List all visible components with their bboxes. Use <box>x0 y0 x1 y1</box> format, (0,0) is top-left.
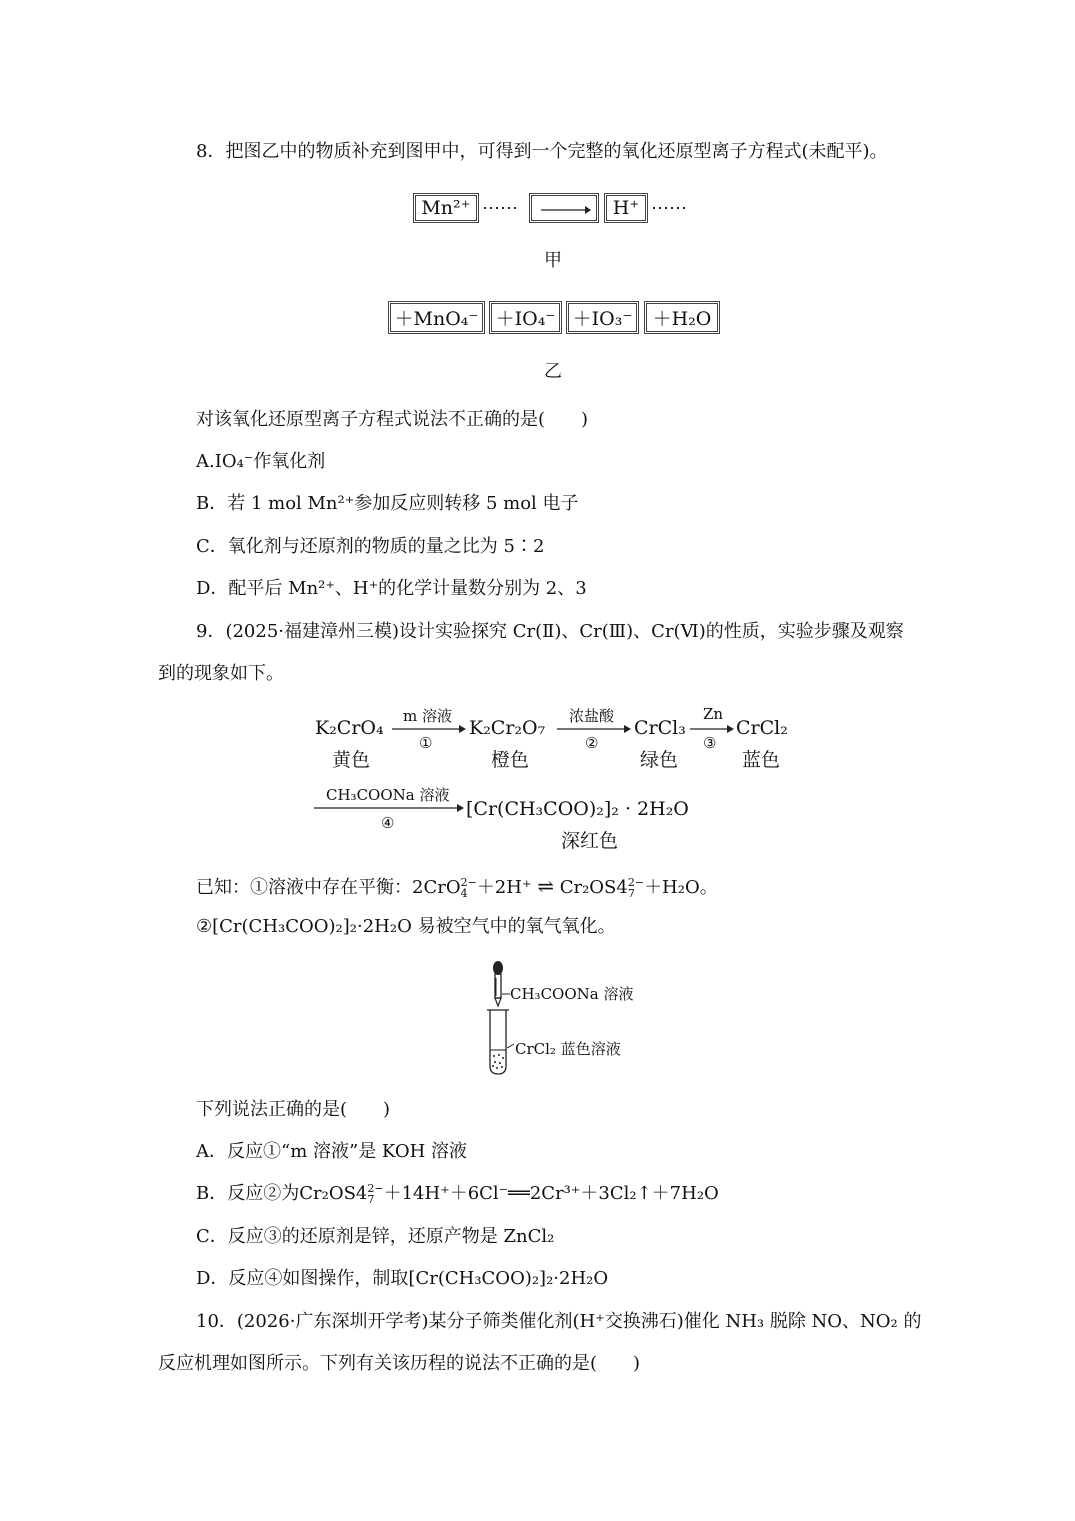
scheme-product: [Cr(CH₃COO)₂]₂ · 2H₂O <box>466 798 689 820</box>
arrow4-step: ④ <box>381 814 395 832</box>
arrow-icon <box>541 205 591 215</box>
scheme-k2cr2o7: K₂Cr₂O₇ <box>469 717 546 739</box>
q8-stem: 8．把图乙中的物质补充到图甲中，可得到一个完整的氧化还原型离子方程式(未配平)。 <box>196 141 888 162</box>
scheme-color-yellow: 黄色 <box>332 749 371 771</box>
q9-option-c: C．反应③的还原剂是锌，还原产物是 ZnCl₂ <box>196 1226 555 1247</box>
arrow4-reagent: CH₃COONa 溶液 <box>326 786 450 804</box>
scheme-crcl3: CrCl₃ <box>634 717 686 739</box>
reaction-arrow-2 <box>557 724 631 734</box>
arrow1-reagent: m 溶液 <box>403 707 452 725</box>
yi-box-io3: ＋IO₃⁻ <box>566 301 639 334</box>
equilibrium-arrow-icon: ⇌ <box>537 874 554 898</box>
arrow1-step: ① <box>419 734 433 752</box>
scheme-crcl2: CrCl₂ <box>736 717 788 739</box>
arrow2-reagent: 浓盐酸 <box>569 707 615 725</box>
jia-dots-2: ⋯⋯ <box>651 198 687 219</box>
q9-stem-line2: 到的现象如下。 <box>158 663 284 684</box>
q9-option-b: B．反应②为Cr₂OS42− 7 ＋14H⁺＋6Cl⁻══2Cr³⁺＋3Cl₂↑＋7H₂O <box>196 1182 719 1206</box>
q9-question: 下列说法正确的是( ) <box>196 1099 391 1120</box>
q8-option-a: A.IO₄⁻作氧化剂 <box>196 451 326 472</box>
yi-box-h2o: ＋H₂O <box>644 301 720 334</box>
q8-option-b: B．若 1 mol Mn²⁺参加反应则转移 5 mol 电子 <box>196 493 579 514</box>
apparatus-figure <box>480 958 620 1078</box>
reaction-arrow-4 <box>314 803 464 813</box>
q8-option-d: D．配平后 Mn²⁺、H⁺的化学计量数分别为 2、3 <box>196 578 587 599</box>
figure-label-tube: CrCl₂ 蓝色溶液 <box>515 1040 621 1058</box>
q10-stem-line1: 10．(2026·广东深圳开学考)某分子筛类催化剂(H⁺交换沸石)催化 NH₃ 脱除 NO、NO₂ 的 <box>196 1311 922 1332</box>
scheme-color-orange: 橙色 <box>491 749 530 771</box>
jia-label: 甲 <box>544 250 562 271</box>
q9-stem-line1: 9．(2025·福建漳州三模)设计实验探究 Cr(Ⅱ)、Cr(Ⅲ)、Cr(Ⅵ)的性质，实验步骤及观察 <box>196 621 904 642</box>
arrow2-step: ② <box>585 734 599 752</box>
known-oxidation: ②[Cr(CH₃COO)₂]₂·2H₂O 易被空气中的氧气氧化。 <box>196 916 616 937</box>
q8-option-c: C．氧化剂与还原剂的物质的量之比为 5∶2 <box>196 536 545 557</box>
q8-question: 对该氧化还原型离子方程式说法不正确的是( ) <box>196 409 589 430</box>
figure-label-dropper: CH₃COONa 溶液 <box>510 985 634 1003</box>
reaction-arrow-1 <box>392 724 466 734</box>
q10-stem-line2: 反应机理如图所示。下列有关该历程的说法不正确的是( ) <box>158 1353 641 1374</box>
q9-option-d: D．反应④如图操作，制取[Cr(CH₃COO)₂]₂·2H₂O <box>196 1268 609 1289</box>
known-equilibrium: 已知：①溶液中存在平衡：2CrO2− 4 ＋2H⁺ ⇌ Cr₂OS42− 7 ＋H₂O。 <box>196 874 718 900</box>
jia-box-h: H⁺ <box>604 193 648 223</box>
jia-box-arrow <box>529 193 599 223</box>
yi-label: 乙 <box>544 361 562 382</box>
q9-option-a: A．反应①“m 溶液”是 KOH 溶液 <box>196 1141 468 1162</box>
jia-box-mn: Mn²⁺ <box>413 193 479 223</box>
scheme-color-green: 绿色 <box>640 749 679 771</box>
arrow3-reagent: Zn <box>703 705 724 723</box>
yi-box-io4: ＋IO₄⁻ <box>489 301 562 334</box>
scheme-k2cro4: K₂CrO₄ <box>315 717 384 739</box>
arrow3-step: ③ <box>703 734 717 752</box>
scheme-color-deepred: 深红色 <box>561 830 619 852</box>
jia-dots-1: ⋯⋯ <box>482 198 518 219</box>
yi-box-mno4: ＋MnO₄⁻ <box>388 301 485 334</box>
reaction-arrow-3 <box>690 724 734 734</box>
scheme-color-blue: 蓝色 <box>742 749 781 771</box>
